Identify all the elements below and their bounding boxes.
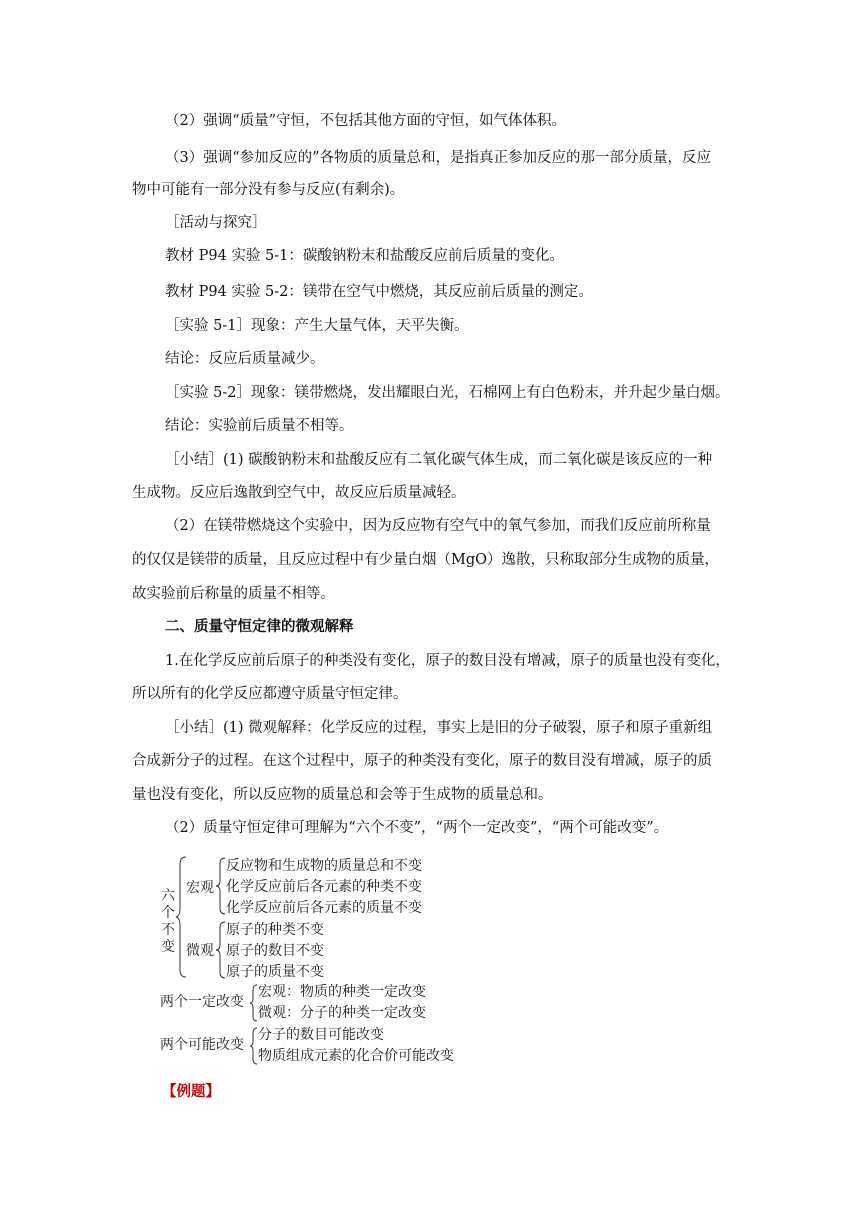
paragraph: 教材 P94 实验 5-2：镁带在空气中燃烧，其反应前后质量的测定。 [165, 284, 593, 300]
paragraph: ［实验 5-2］现象：镁带燃烧，发出耀眼白光，石棉网上有白色粉末，并升起少量白烟。 [165, 385, 730, 401]
micro-label: 微观 [186, 943, 214, 959]
two-must-change-brace [250, 983, 258, 1023]
paragraph-continuation: 物中可能有一部分没有参与反应(有剩余)。 [132, 182, 405, 198]
two-must-change-label: 两个一定改变 [160, 994, 244, 1010]
paragraph: ［实验 5-1］现象：产生大量气体，天平失衡。 [165, 318, 469, 334]
micro-brace [216, 920, 226, 980]
two-may-change-label: 两个可能改变 [160, 1037, 244, 1053]
two-may-change-item: 分子的数目可能改变 [258, 1027, 384, 1043]
paragraph-continuation: 的仅仅是镁带的质量，且反应过程中有少量白烟（MgO）逸散，只称取部分生成物的质量， [132, 552, 720, 568]
paragraph: 1.在化学反应前后原子的种类没有变化，原子的数目没有增减，原子的质量也没有变化， [165, 653, 730, 669]
macro-item: 化学反应前后各元素的种类不变 [226, 879, 422, 895]
paragraph: （2）质量守恒定律可理解为“六个不变”，“两个一定改变”，“两个可能改变”。 [165, 820, 669, 836]
six-unchanged-char: 六 [161, 888, 175, 904]
example-heading: 【例题】 [162, 1083, 220, 1100]
six-unchanged-char: 个 [161, 905, 175, 921]
macro-label: 宏观 [186, 880, 214, 896]
six-unchanged-label [160, 888, 176, 956]
paragraph: （3）强调“参加反应的”各物质的质量总和，是指真正参加反应的那一部分质量，反应 [165, 150, 712, 166]
paragraph: 教材 P94 实验 5-1：碳酸钠粉末和盐酸反应前后质量的变化。 [165, 248, 564, 264]
micro-item: 原子的数目不变 [226, 943, 324, 959]
paragraph-continuation: 生成物。反应后逸散到空气中，故反应后质量减轻。 [132, 485, 466, 501]
two-may-change-brace [250, 1026, 258, 1066]
conservation-summary-diagram [158, 856, 488, 1068]
six-unchanged-char: 不 [161, 922, 175, 938]
section-label: ［活动与探究］ [165, 215, 267, 231]
macro-item: 化学反应前后各元素的质量不变 [226, 900, 422, 916]
paragraph: ［小结］(1) 微观解释：化学反应的过程，事实上是旧的分子破裂，原子和原子重新组 [165, 720, 713, 736]
micro-item: 原子的种类不变 [226, 922, 324, 938]
macro-item: 反应物和生成物的质量总和不变 [226, 858, 422, 874]
paragraph: 结论：反应后质量减少。 [165, 351, 325, 367]
paragraph-continuation: 合成新分子的过程。在这个过程中，原子的种类没有变化，原子的数目没有增减，原子的质 [132, 753, 712, 769]
six-unchanged-char: 变 [161, 939, 175, 955]
macro-brace [216, 856, 226, 916]
two-may-change-item: 物质组成元素的化合价可能改变 [258, 1048, 454, 1064]
micro-item: 原子的质量不变 [226, 964, 324, 980]
paragraph-continuation: 故实验前后称量的质量不相等。 [132, 586, 335, 602]
two-must-change-item: 微观：分子的种类一定改变 [258, 1005, 426, 1021]
two-must-change-item: 宏观：物质的种类一定改变 [258, 984, 426, 1000]
paragraph-continuation: 量也没有变化，所以反应物的质量总和会等于生成物的质量总和。 [132, 787, 553, 803]
paragraph: 结论：实验前后质量不相等。 [165, 418, 354, 434]
section-heading: 二、质量守恒定律的微观解释 [165, 618, 354, 635]
paragraph: （2）在镁带燃烧这个实验中，因为反应物有空气中的氧气参加，而我们反应前所称量 [165, 518, 711, 534]
paragraph-continuation: 所以所有的化学反应都遵守质量守恒定律。 [132, 686, 408, 702]
paragraph: ［小结］(1) 碳酸钠粉末和盐酸反应有二氧化碳气体生成，而二氧化碳是该反应的一种 [165, 452, 713, 468]
paragraph: （2）强调“质量”守恒，不包括其他方面的守恒，如气体体积。 [165, 113, 567, 129]
